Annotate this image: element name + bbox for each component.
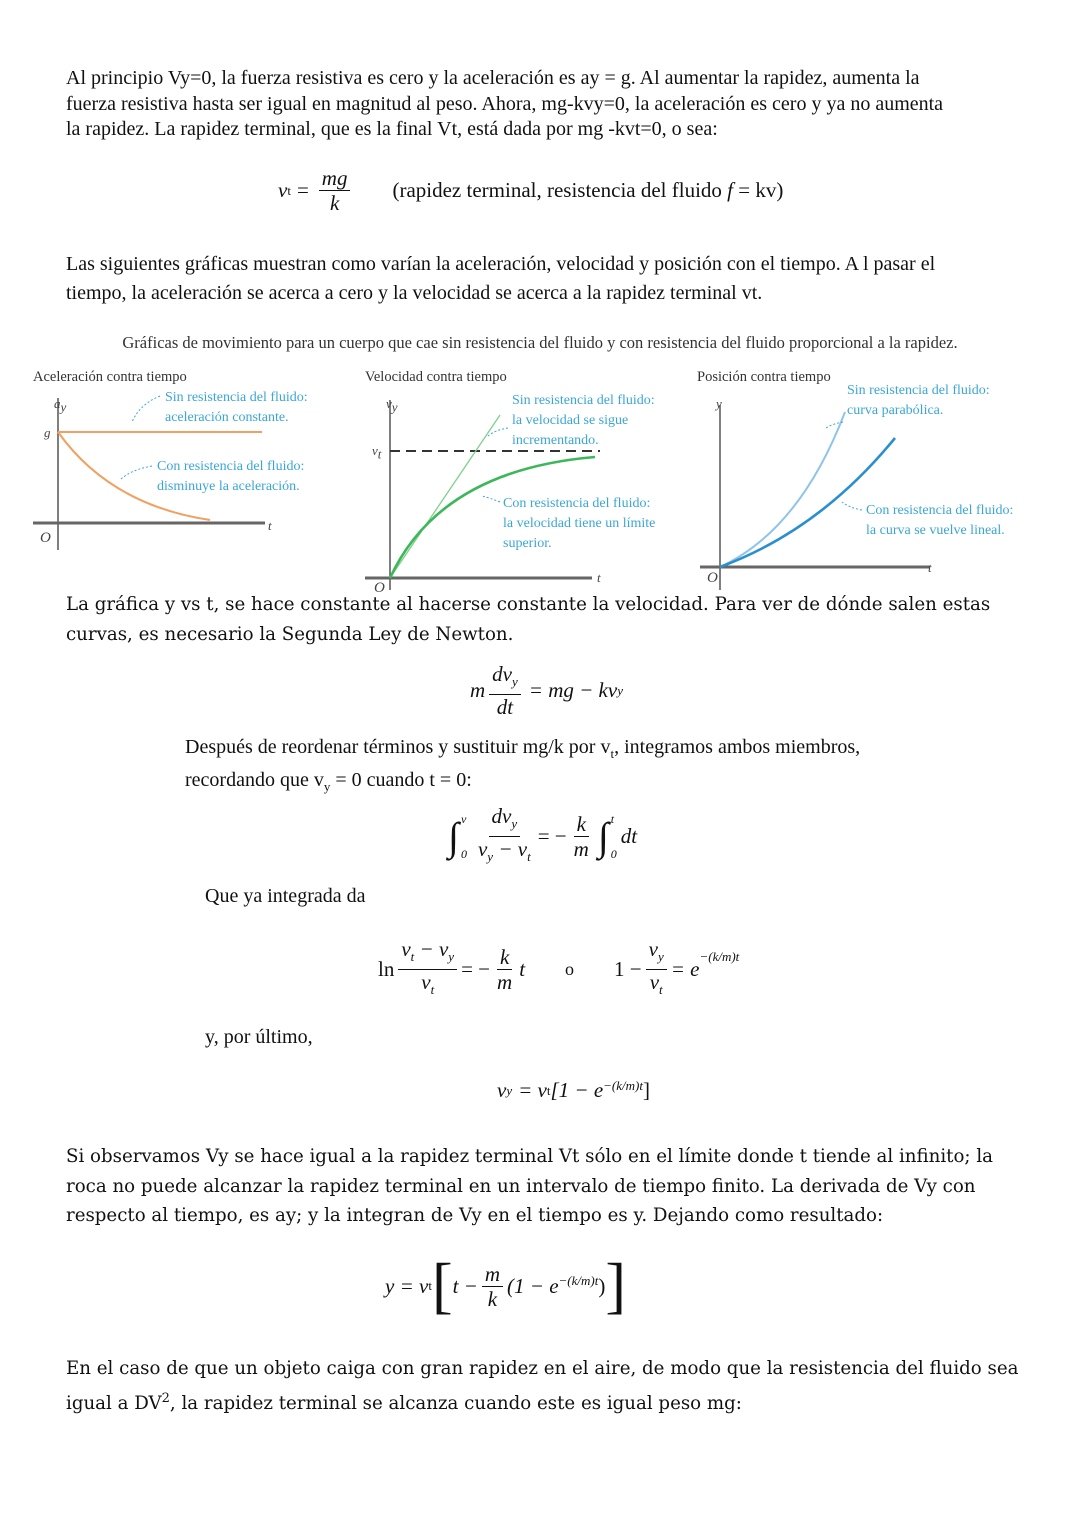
eq-term: y [511, 816, 518, 832]
level-label: g [44, 425, 51, 440]
eq-term: o [565, 959, 575, 980]
text-line: roca no puede alcanzar la rapidez terminal en un intervalo de tiempo finito. La derivada de Vy con [66, 1175, 976, 1197]
bracket-open: [ [431, 1252, 453, 1320]
eq-term: (1 − e [507, 1273, 559, 1298]
text-span: y [323, 779, 331, 794]
text-span: igual a DV [66, 1392, 162, 1414]
eq-note: (rapidez terminal, resistencia del fluido [392, 178, 722, 202]
axis-label-sub: y [391, 399, 398, 415]
origin-label: O [40, 530, 51, 546]
denominator [475, 837, 534, 869]
origin-label: O [374, 580, 385, 596]
equation-integral [446, 804, 637, 869]
text-line: tiempo, la aceleración se acerca a cero y la velocidad se acerca a la rapidez terminal vt. [66, 282, 763, 304]
denominator [418, 970, 437, 1002]
fraction [475, 804, 534, 869]
eq-term: y [487, 849, 494, 865]
text-span: , integramos ambos miembros, [614, 736, 861, 758]
upper-limit: v [460, 811, 467, 826]
eq-term: dv [491, 804, 512, 828]
eq-term: = − [537, 824, 567, 849]
eq-term: dt [620, 824, 638, 849]
paragraph-rearrange [185, 734, 860, 800]
eq-term: v [278, 178, 288, 202]
fraction [482, 1262, 503, 1311]
axis-label: t [268, 518, 272, 533]
annotation-line: la velocidad se sigue [512, 413, 629, 428]
annotation-line: Con resistencia del fluido: [157, 459, 305, 474]
eq-term: −(k/m)t [558, 1273, 599, 1288]
text-finally: y, por último, [205, 1026, 313, 1048]
eq-term: −(k/m)t [699, 949, 740, 964]
eq-term: = mg − kv [528, 678, 618, 703]
origin-label: O [707, 570, 718, 586]
eq-term: dv [492, 662, 512, 686]
equation-velocity [497, 1078, 650, 1103]
denominator: dt [496, 695, 514, 720]
eq-term: = − [461, 957, 491, 982]
text-line: Al principio Vy=0, la fuerza resistiva es cero y la aceleración es ay = g. Al aumentar la rapidez, aumenta la [66, 67, 920, 89]
limits [461, 812, 467, 862]
annotation-line: Sin resistencia del fluido: [847, 383, 990, 398]
equation-position [385, 1252, 626, 1320]
eq-term: y [657, 949, 664, 965]
axis-label [386, 396, 398, 416]
eq-term: t [410, 949, 415, 965]
numerator [489, 804, 521, 837]
fraction [489, 662, 521, 719]
axis-label-sub: y [60, 399, 67, 415]
eq-note: = kv) [738, 178, 784, 202]
level-label [372, 443, 381, 463]
text-line: En el caso de que un objeto caiga con gran rapidez en el aire, de modo que la resistencia del fluido sea [66, 1358, 1019, 1379]
level-label-sub: t [377, 446, 382, 462]
eq-term: = v [518, 1078, 547, 1102]
integral-icon: ∫ [597, 814, 609, 860]
bracket-close: ] [605, 1252, 626, 1320]
text-line: La gráfica y vs t, se hace constante al hacerse constante la velocidad. Para ver de dónde salen estas [66, 594, 991, 615]
eq-term: − v [498, 837, 528, 862]
annotation-resistance [157, 457, 304, 497]
denominator: k [329, 191, 340, 215]
annotation-line: Sin resistencia del fluido: [165, 390, 308, 405]
eq-term: − v [419, 937, 449, 961]
eq-term: t − [452, 1273, 478, 1298]
eq-term: y [448, 949, 455, 965]
eq-term: t [430, 982, 435, 998]
eq-term: t [546, 1082, 551, 1098]
eq-term: [1 − e [550, 1078, 604, 1102]
upper-limit: t [610, 811, 615, 826]
fraction [398, 937, 457, 1002]
arrow-icon [842, 502, 862, 510]
eq-term: t [287, 182, 291, 198]
numerator [489, 662, 521, 695]
text-line: Las siguientes gráficas muestran como varían la aceleración, velocidad y posición con el tiempo. A l pasar el [66, 253, 936, 275]
arrow-icon [482, 496, 500, 502]
text-line: Si observamos Vy se hace igual a la rapidez terminal Vt sólo en el límite donde t tiende al infinito; la [66, 1146, 993, 1167]
annotation-line: la velocidad tiene un límite [503, 516, 656, 531]
level-label-text: v [372, 443, 378, 458]
graph-title: Velocidad contra tiempo [365, 369, 507, 385]
annotation-no-resistance [165, 388, 308, 428]
axis-label-text: a [54, 396, 61, 411]
axis-label: t [928, 560, 932, 575]
eq-term: = e [670, 957, 700, 982]
annotation-line: Con resistencia del fluido: [503, 496, 651, 511]
eq-term: v [648, 937, 658, 961]
eq-term: ln [378, 957, 395, 982]
annotation-line: curva parabólica. [847, 403, 944, 418]
equation-newton [470, 662, 623, 719]
annotation-line: Sin resistencia del fluido: [512, 393, 655, 408]
paragraph-quadratic [66, 1354, 1018, 1418]
equation-log [378, 937, 739, 1002]
eq-term: m [470, 678, 486, 703]
axis-label-text: v [386, 396, 392, 411]
lower-limit: 0 [610, 846, 617, 861]
limits [611, 812, 617, 862]
text-line: la rapidez. La rapidez terminal, que es la final Vt, está dada por mg -kvt=0, o sea: [66, 118, 718, 140]
eq-note: f [727, 178, 734, 202]
text-span: t [610, 746, 615, 761]
eq-term: t [527, 849, 531, 865]
eq-term: −(k/m)t [603, 1078, 643, 1093]
eq-term: y [506, 1082, 513, 1098]
graph-title: Aceleración contra tiempo [33, 369, 187, 385]
lower-limit: 0 [460, 846, 467, 861]
arrow-icon [120, 466, 152, 480]
denominator [647, 970, 666, 1002]
paragraph-limit [66, 1142, 993, 1231]
axis-label: y [716, 396, 722, 411]
text-line [66, 1384, 1018, 1419]
eq-term: ) [598, 1273, 606, 1298]
eq-term: ] [642, 1078, 650, 1102]
denominator: m [573, 837, 589, 862]
eq-term: v [497, 1078, 507, 1102]
text-span: recordando que v [185, 769, 324, 791]
integral-icon: ∫ [448, 814, 459, 860]
fraction [494, 945, 515, 994]
annotation-line: superior. [503, 536, 552, 551]
denominator: k [487, 1286, 498, 1311]
annotation-no-resistance [847, 381, 990, 421]
eq-term: v [477, 837, 488, 862]
fraction [646, 937, 667, 1002]
annotation-resistance [503, 494, 655, 554]
annotation-line: disminuye la aceleración. [157, 479, 300, 494]
annotation-line: la curva se vuelve lineal. [866, 523, 1005, 538]
figure-caption: Gráficas de movimiento para un cuerpo que cae sin resistencia del fluido y con resistencia del fluido proporcional a la rapidez. [122, 333, 958, 352]
eq-term: v [401, 937, 411, 961]
text-span: 2 [161, 1390, 170, 1406]
annotation-line: Con resistencia del fluido: [866, 503, 1014, 518]
annotation-resistance [866, 501, 1013, 541]
text-line: fuerza resistiva hasta ser igual en magnitud al peso. Ahora, mg-kvy=0, la aceleración es cero y ya no aumenta [66, 92, 944, 115]
denominator: m [497, 970, 513, 995]
eq-term: v [421, 970, 431, 995]
numerator: m [482, 1262, 503, 1287]
numerator: k [497, 945, 512, 970]
eq-term: t [428, 1278, 432, 1293]
eq-term: t [519, 957, 526, 982]
text-span: , la rapidez terminal se alcanza cuando este es igual peso mg: [169, 1392, 742, 1414]
eq-term: = [296, 178, 309, 202]
annotation-line: aceleración constante. [165, 410, 289, 425]
paragraph-newton [66, 590, 990, 649]
graph-title: Posición contra tiempo [697, 369, 831, 385]
text-integrated: Que ya integrada da [205, 885, 366, 907]
eq-term: y [617, 682, 623, 698]
text-span: = 0 cuando t = 0: [330, 769, 472, 791]
text-line: curvas, es necesario la Segunda Ley de Newton. [66, 623, 514, 645]
annotation-line: incrementando. [512, 433, 599, 448]
numerator [398, 937, 457, 970]
numerator: mg [319, 166, 351, 191]
text-line: respecto al tiempo, es ay; y la integran de Vy en el tiempo es y. Dejando como resultado: [66, 1205, 884, 1226]
parabolic-curve [720, 412, 845, 567]
axis-label [54, 396, 66, 416]
text-span: Después de reordenar términos y sustituir mg/k por v [185, 736, 611, 758]
eq-term: 1 − [614, 957, 642, 982]
fraction [571, 812, 592, 861]
numerator: k [574, 812, 589, 837]
annotation-no-resistance [512, 391, 655, 451]
axis-label: t [597, 570, 601, 585]
eq-term: v [649, 970, 660, 995]
eq-term: y = v [385, 1273, 429, 1298]
eq-term: y [512, 674, 518, 690]
numerator [646, 937, 667, 970]
eq-term: t [659, 982, 663, 998]
arrow-icon [132, 396, 160, 422]
